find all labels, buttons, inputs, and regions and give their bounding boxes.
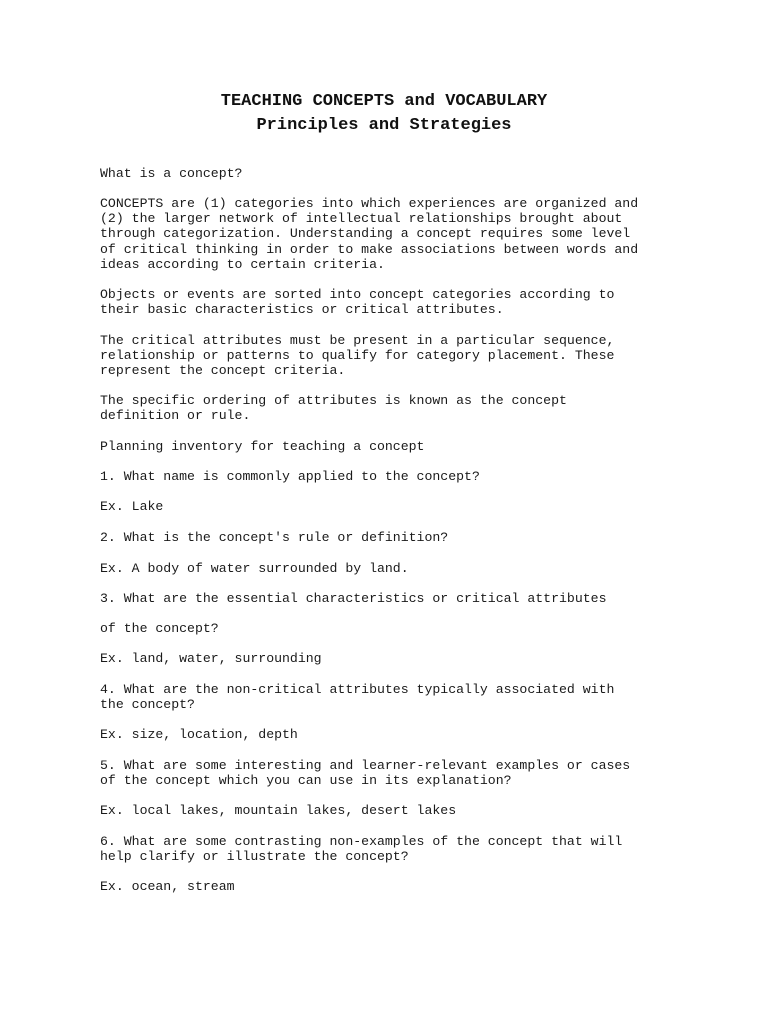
question-4: 4. What are the non-critical attributes typically associated with the concept? (100, 682, 615, 713)
objects-events-paragraph: Objects or events are sorted into concept categories according to their basic characteristics or critical attributes. (100, 287, 615, 318)
critical-attributes-paragraph: The critical attributes must be present in a particular sequence, relationship or patterns to qualify for category placement. These represent the concept criteria. (100, 333, 615, 379)
example-4: Ex. size, location, depth (100, 727, 298, 742)
document-title: TEACHING CONCEPTS and VOCABULARY (220, 92, 548, 111)
concepts-definition-paragraph: CONCEPTS are (1) categories into which experiences are organized and (2) the larger network of intellectual relationships brought about through categorization. Understanding a concept requires some level of critical thinking in order to make associations between words and ideas according to certain criteria. (100, 196, 639, 272)
question-2: 2. What is the concept's rule or definition? (100, 530, 449, 545)
question-6: 6. What are some contrasting non-examples of the concept that will help clarify or illustrate the concept? (100, 834, 623, 865)
question-1: 1. What name is commonly applied to the concept? (100, 469, 480, 484)
example-1: Ex. Lake (100, 499, 164, 514)
question-3: 3. What are the essential characteristics or critical attributes (100, 591, 607, 606)
example-2: Ex. A body of water surrounded by land. (100, 561, 409, 576)
question-3-continued: of the concept? (100, 621, 219, 636)
question-what-is-concept: What is a concept? (100, 166, 243, 181)
question-5: 5. What are some interesting and learner-relevant examples or cases of the concept which you can use in its explanation? (100, 758, 631, 789)
example-3: Ex. land, water, surrounding (100, 651, 322, 666)
attribute-ordering-paragraph: The specific ordering of attributes is known as the concept definition or rule. (100, 393, 567, 424)
document-subtitle: Principles and Strategies (256, 116, 512, 135)
example-6: Ex. ocean, stream (100, 879, 235, 894)
planning-inventory-heading: Planning inventory for teaching a concept (100, 439, 425, 454)
example-5: Ex. local lakes, mountain lakes, desert lakes (100, 803, 457, 818)
